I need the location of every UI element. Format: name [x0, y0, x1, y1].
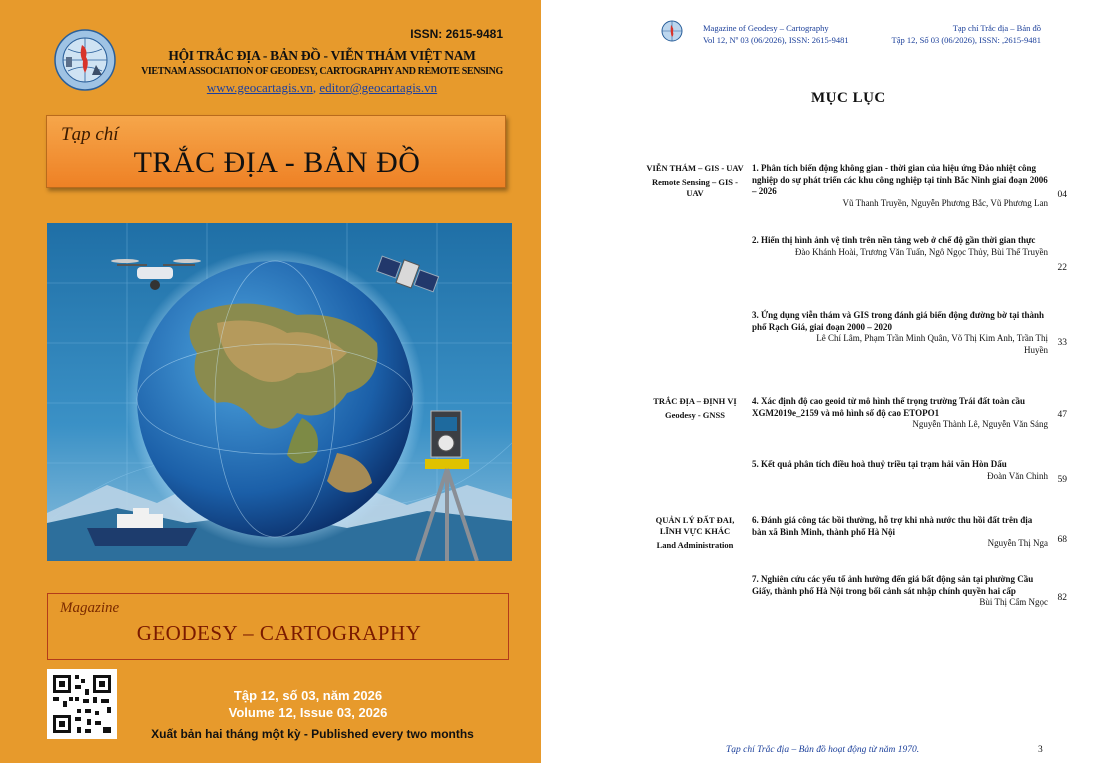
magazine-cover: [0, 0, 541, 763]
article-title[interactable]: 5. Kết quả phân tích điều hoà thuỷ triều tại trạm hải văn Hòn Dấu: [752, 459, 1007, 469]
table-of-contents-page: [541, 0, 1107, 763]
article-title[interactable]: 3. Ứng dụng viễn thám và GIS trong đánh giá biến động đường bờ tại thành phố Rạch Giá, giai đoạn 2000 – 2020: [752, 310, 1044, 332]
page-number: 33: [1057, 338, 1067, 348]
qr-code-icon[interactable]: [47, 669, 117, 739]
article-authors: Vũ Thanh Truyền, Nguyễn Phương Bắc, Vũ Phương Lan: [842, 197, 1048, 208]
toc-entry[interactable]: [752, 515, 1048, 550]
toc-entry[interactable]: [752, 235, 1048, 258]
footer-page-number: 3: [1038, 745, 1043, 755]
article-authors: Nguyễn Thị Nga: [987, 538, 1048, 548]
page-number: 68: [1057, 535, 1067, 545]
article-title[interactable]: 4. Xác định độ cao geoid từ mô hình thế trọng trường Trái đất toàn cầu XGM2019e_2159 và mô hình số độ cao ETOPO1: [752, 396, 1025, 418]
header-right-title: Tạp chí Trắc địa – Bản đồ: [952, 23, 1041, 33]
article-authors: Lê Chí Lâm, Phạm Trần Minh Quân, Võ Thị Kim Anh, Trần Thị Huyền: [816, 333, 1048, 355]
toc-entry[interactable]: [752, 310, 1048, 356]
association-name-en: VIETNAM ASSOCIATION OF GEODESY, CARTOGRAPHY AND REMOTE SENSING: [141, 66, 503, 77]
page-number: 47: [1057, 410, 1067, 420]
header-right-volume: Tập 12, Số 03 (06/2026), ISSN: ,2615-9481: [891, 35, 1041, 45]
page-number: 04: [1057, 190, 1067, 200]
issn-label: ISSN: 2615-9481: [410, 27, 503, 41]
issue-info-vn: Tập 12, số 03, năm 2026: [233, 688, 383, 703]
website-link[interactable]: www.geocartagis.vn: [206, 80, 313, 95]
toc-entry[interactable]: [752, 459, 1048, 482]
section-remote-sensing: [645, 163, 745, 199]
header-right: [892, 22, 1041, 46]
header-left: [703, 22, 849, 46]
page-footer: Tạp chí Trắc địa – Bản đồ hoạt động từ năm 1970.: [726, 745, 920, 755]
journal-title-vn: TRẮC ĐỊA - BẢN ĐỒ: [133, 146, 421, 179]
page-number: 22: [1057, 263, 1067, 273]
article-authors: Nguyễn Thành Lê, Nguyễn Văn Sáng: [912, 419, 1048, 429]
toc-entry[interactable]: [752, 574, 1048, 609]
section-title-vn: VIỄN THÁM – GIS - UAV: [646, 163, 744, 173]
publication-frequency: Xuất bản hai tháng một kỳ - Published every two months: [151, 727, 474, 741]
section-title-vn: TRẮC ĐỊA – ĐỊNH VỊ: [653, 396, 737, 406]
article-title[interactable]: 7. Nghiên cứu các yếu tố ảnh hưởng đến giá bất động sản tại phường Cầu Giấy, thành phố Hà Nội trong bối cảnh sát nhập chính quyền hai cấp: [752, 574, 1034, 596]
article-title[interactable]: 2. Hiển thị hình ảnh vệ tinh trên nền tảng web ở chế độ gần thời gian thực: [752, 235, 1036, 245]
article-authors: Đào Khánh Hoài, Trương Văn Tuấn, Ngô Ngọc Thủy, Bùi Thế Truyền: [794, 246, 1048, 257]
header-logo-icon: [661, 20, 683, 42]
association-logo-icon: [52, 27, 118, 93]
page-number: 59: [1057, 475, 1067, 485]
magazine-title-box: [47, 593, 509, 660]
section-title-en: Geodesy - GNSS: [665, 410, 725, 420]
article-title[interactable]: 1. Phân tích biến động không gian - thời gian của hiệu ứng Đảo nhiệt công nghiệp do sự phát triển các khu công nghiệp tại tỉnh Bắc Ninh giai đoạn 2006 – 2026: [752, 163, 1048, 196]
contact-separator: ,: [312, 80, 320, 95]
article-authors: Bùi Thị Cẩm Ngọc: [979, 597, 1048, 607]
section-title-en: Land Administration: [656, 540, 734, 550]
page-number: 82: [1057, 593, 1067, 603]
issue-info-en: Volume 12, Issue 03, 2026: [228, 705, 388, 720]
cover-illustration: [47, 223, 512, 561]
association-name-vn: HỘI TRẮC ĐỊA - BẢN ĐỒ - VIỄN THÁM VIỆT NAM: [168, 48, 476, 63]
journal-label: Tạp chí: [61, 124, 119, 145]
contact-line: [132, 80, 512, 96]
magazine-label: Magazine: [60, 600, 120, 616]
section-title-vn: QUẢN LÝ ĐẤT ĐAI, LĨNH VỰC KHÁC: [655, 515, 735, 536]
header-left-volume: Vol 12, Nº 03 (06/2026), ISSN: 2615-9481: [703, 35, 849, 45]
journal-title-band: [46, 115, 506, 188]
email-link[interactable]: editor@geocartagis.vn: [319, 80, 438, 95]
header-left-title: Magazine of Geodesy – Cartography: [703, 23, 829, 33]
toc-entry[interactable]: [752, 163, 1048, 209]
section-title-en: Remote Sensing – GIS - UAV: [652, 177, 738, 198]
article-authors: Đoàn Văn Chinh: [987, 470, 1048, 481]
toc-entry[interactable]: [752, 396, 1048, 431]
article-title[interactable]: 6. Đánh giá công tác bồi thường, hỗ trợ khi nhà nước thu hồi đất trên địa bàn xã Bình Minh, thành phố Hà Nội: [752, 515, 1033, 537]
section-land-administration: [645, 515, 745, 551]
toc-title: MỤC LỤC: [811, 90, 886, 106]
section-geodesy: [645, 396, 745, 421]
magazine-title-en: GEODESY – CARTOGRAPHY: [136, 621, 422, 645]
